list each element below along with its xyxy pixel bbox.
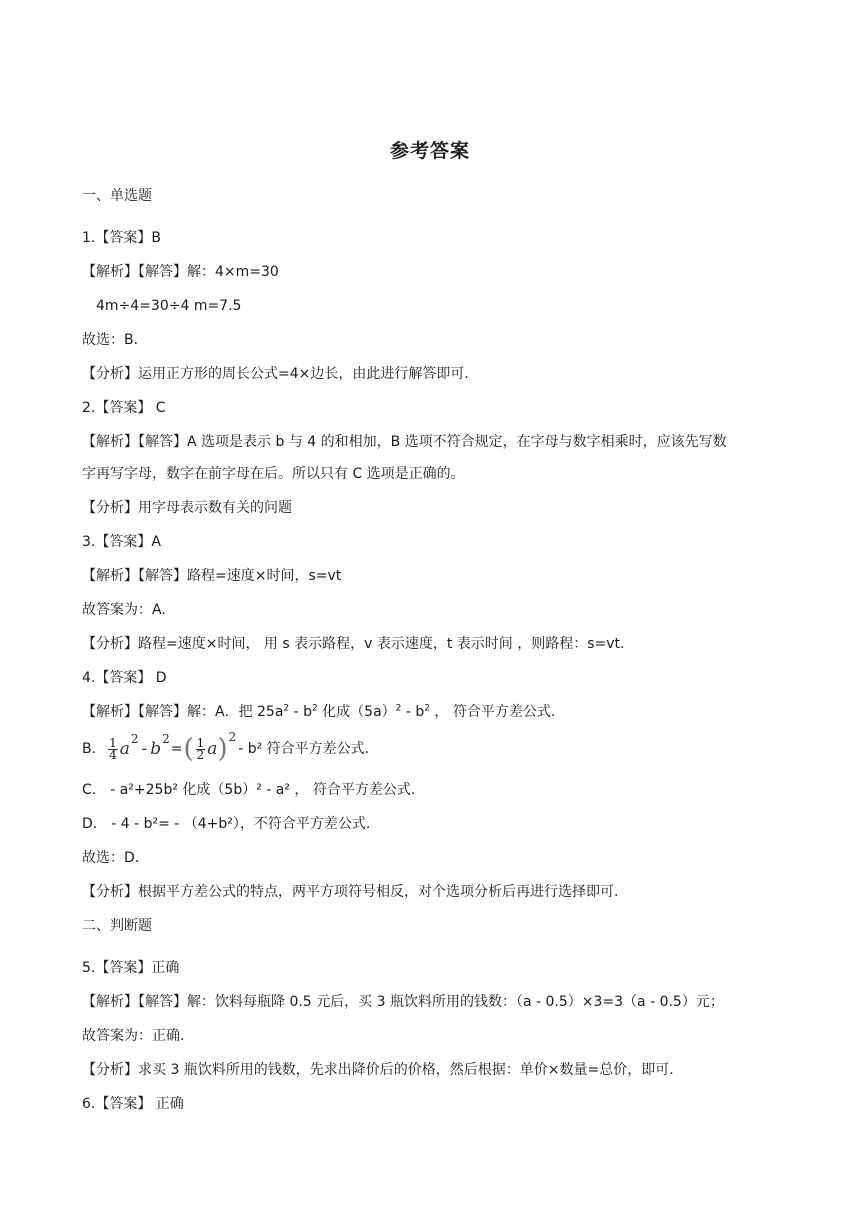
- q1-analysis: 【分析】运用正方形的周长公式=4×边长，由此进行解答即可.: [82, 366, 469, 382]
- q1-explanation: 【解析】【解答】解：4×m=30: [82, 264, 279, 280]
- q4-answer: 4.【答案】 D: [82, 670, 167, 686]
- q4-option-b: [82, 731, 369, 767]
- q2-answer: 2.【答案】 C: [82, 400, 166, 416]
- q4-analysis: 【分析】根据平方差公式的特点，两平方项符号相反，对个选项分析后再进行选择即可.: [82, 884, 619, 900]
- q6-answer: 6.【答案】 正确: [82, 1096, 184, 1112]
- q3-answer: 3.【答案】A: [82, 534, 161, 550]
- q4-option-a: 【解析】【解答】解：A．把 $25a^2 - b^2$ 化成$(5a)^2 - b^2$ ， 符合平方差公式.: [82, 703, 556, 720]
- q2-explanation-line2: 字再写字母，数字在前字母在后。所以只有 C 选项是正确的。: [82, 466, 465, 482]
- q1-answer: 1.【答案】B: [82, 230, 161, 246]
- q4-choose: 故选：D.: [82, 850, 140, 866]
- q5-result: 故答案为：正确.: [82, 1028, 185, 1044]
- fraction-one-half: $\frac{1}{2}$: [196, 735, 205, 762]
- q4-option-b-expression: B. $\frac{1}{4}$ a 2 - b 2 = ( $\frac{1}{2}$ a ) 2 - b² 符合平方差公式.: [82, 730, 370, 764]
- page-title: 参考答案: [389, 140, 470, 162]
- section-heading-true-false: 二、判断题: [82, 918, 152, 934]
- q5-answer: 5.【答案】正确: [82, 960, 180, 976]
- q3-result: 故答案为：A.: [82, 602, 166, 618]
- q1-choose: 故选：B.: [82, 332, 139, 348]
- section-heading-single-choice: 一、单选题: [82, 188, 152, 204]
- q5-analysis: 【分析】求买 3 瓶饮料所用的钱数，先求出降价后的价格，然后根据：单价×数量=总价，即可.: [82, 1062, 674, 1078]
- q3-analysis: 【分析】路程=速度×时间， 用 s 表示路程，v 表示速度，t 表示时间 ，则路程：s=vt.: [82, 636, 625, 652]
- fraction-one-quarter: $\frac{1}{4}$: [109, 735, 117, 762]
- q2-explanation-line1: 【解析】【解答】A 选项是表示 b 与 4 的和相加，B 选项不符合规定，在字母与数字相乘时，应该先写数: [82, 434, 727, 450]
- q1-step: 4m÷4=30÷4 m=7.5: [96, 298, 242, 314]
- q4-option-c: C． - a²+25b² 化成（5b）² - a² ， 符合平方差公式.: [82, 782, 416, 798]
- q5-explanation: 【解析】【解答】解：饮料每瓶降 0.5 元后，买 3 瓶饮料所用的钱数：（a - 0.5）×3=3（a - 0.5）元；: [82, 994, 724, 1010]
- q3-explanation: 【解析】【解答】路程=速度×时间，s=vt: [82, 568, 342, 584]
- q2-analysis: 【分析】用字母表示数有关的问题: [82, 500, 292, 516]
- q4-option-d: D． - 4 - b²= - （4+b²），不符合平方差公式.: [82, 816, 371, 832]
